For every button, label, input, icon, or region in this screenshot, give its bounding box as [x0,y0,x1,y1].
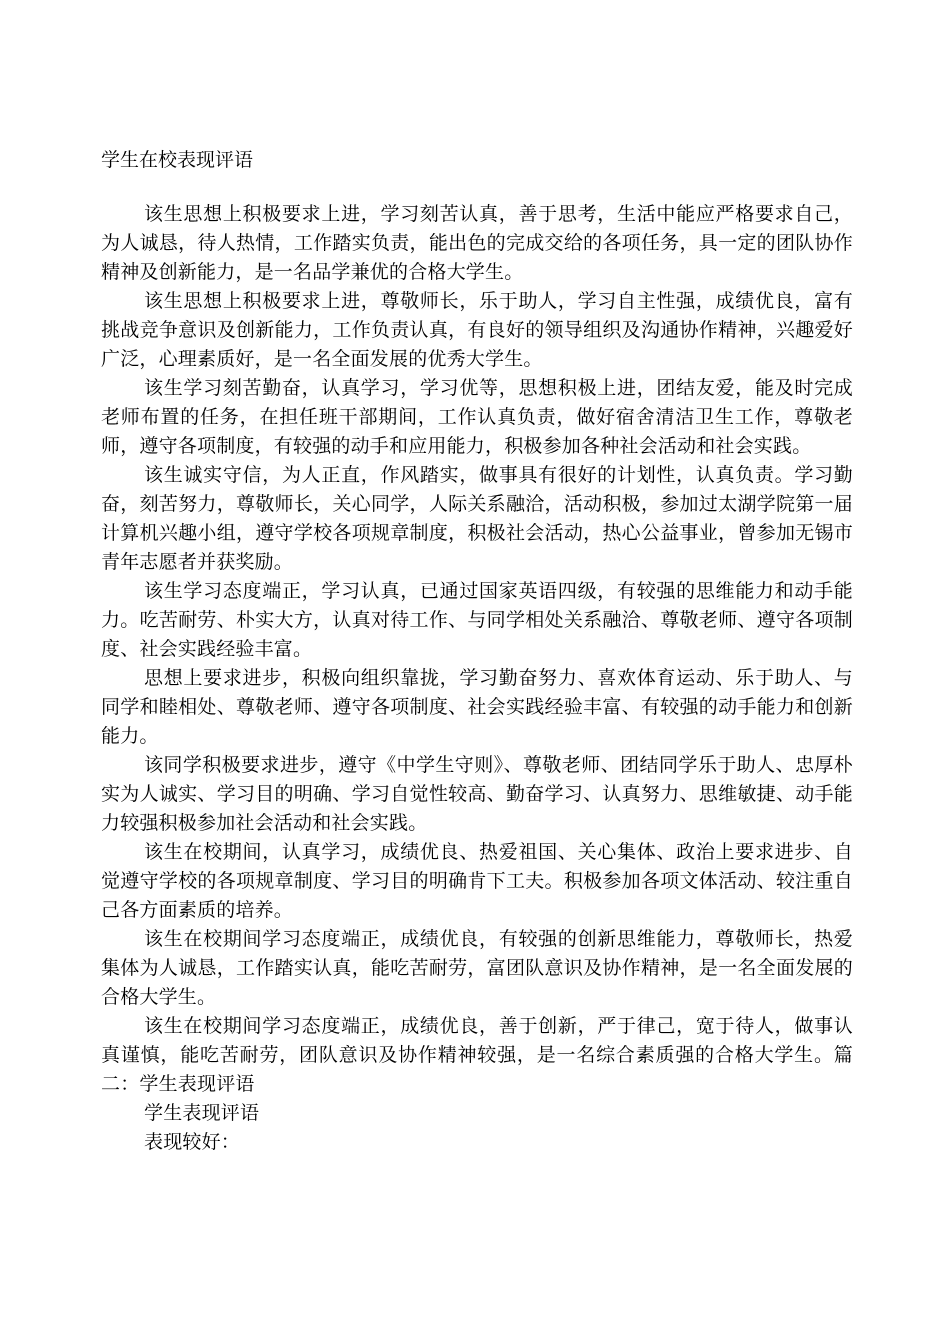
paragraph-3: 该生学习刻苦勤奋，认真学习，学习优等，思想积极上进，团结友爱，能及时完成老师布置的任务，在担任班干部期间，工作认真负责，做好宿舍清洁卫生工作，尊敬老师，遵守各项制度，有较强的动手和应用能力，积极参加各种社会活动和社会实践。 [101,377,853,457]
paragraph-5: 该生学习态度端正，学习认真，已通过国家英语四级，有较强的思维能力和动手能力。吃苦耐劳、朴实大方，认真对待工作、与同学相处关系融洽、尊敬老师、遵守各项制度、社会实践经验丰富。 [101,580,853,660]
paragraph-1: 该生思想上积极要求上进，学习刻苦认真，善于思考，生活中能应严格要求自己，为人诚恳，待人热情，工作踏实负责，能出色的完成交给的各项任务，具一定的团队协作精神及创新能力，是一名品学兼优的合格大学生。 [101,203,853,283]
paragraph-10: 该生在校期间学习态度端正，成绩优良，善于创新，严于律己，宽于待人，做事认真谨慎，能吃苦耐劳，团队意识及协作精神较强，是一名综合素质强的合格大学生。篇二：学生表现评语 [101,1015,853,1095]
paragraph-7: 该同学积极要求进步，遵守《中学生守则》、尊敬老师、团结同学乐于助人、忠厚朴实为人诚实、学习目的明确、学习自觉性较高、勤奋学习、认真努力、思维敏捷、动手能力较强积极参加社会活动和社会实践。 [101,754,853,834]
paragraph-8: 该生在校期间，认真学习，成绩优良、热爱祖国、关心集体、政治上要求进步、自觉遵守学校的各项规章制度、学习目的明确肯下工夫。积极参加各项文体活动、较注重自己各方面素质的培养。 [101,841,853,921]
paragraph-2: 该生思想上积极要求上进，尊敬师长，乐于助人，学习自主性强，成绩优良，富有挑战竞争意识及创新能力，工作负责认真，有良好的领导组织及沟通协作精神，兴趣爱好广泛，心理素质好，是一名全面发展的优秀大学生。 [101,290,853,370]
section-heading: 学生表现评语 [144,1102,260,1124]
subsection-heading: 表现较好： [144,1131,241,1153]
document-title: 学生在校表现评语 [101,149,254,171]
document-body [101,200,853,1157]
paragraph-9: 该生在校期间学习态度端正，成绩优良，有较强的创新思维能力，尊敬师长，热爱集体为人诚恳，工作踏实认真，能吃苦耐劳，富团队意识及协作精神，是一名全面发展的合格大学生。 [101,928,853,1008]
paragraph-6: 思想上要求进步，积极向组织靠拢，学习勤奋努力、喜欢体育运动、乐于助人、与同学和睦相处、尊敬老师、遵守各项制度、社会实践经验丰富、有较强的动手能力和创新能力。 [101,667,853,747]
paragraph-4: 该生诚实守信，为人正直，作风踏实，做事具有很好的计划性，认真负责。学习勤奋，刻苦努力，尊敬师长，关心同学，人际关系融洽，活动积极，参加过太湖学院第一届计算机兴趣小组，遵守学校各项规章制度，积极社会活动，热心公益事业，曾参加无锡市青年志愿者并获奖励。 [101,464,853,573]
